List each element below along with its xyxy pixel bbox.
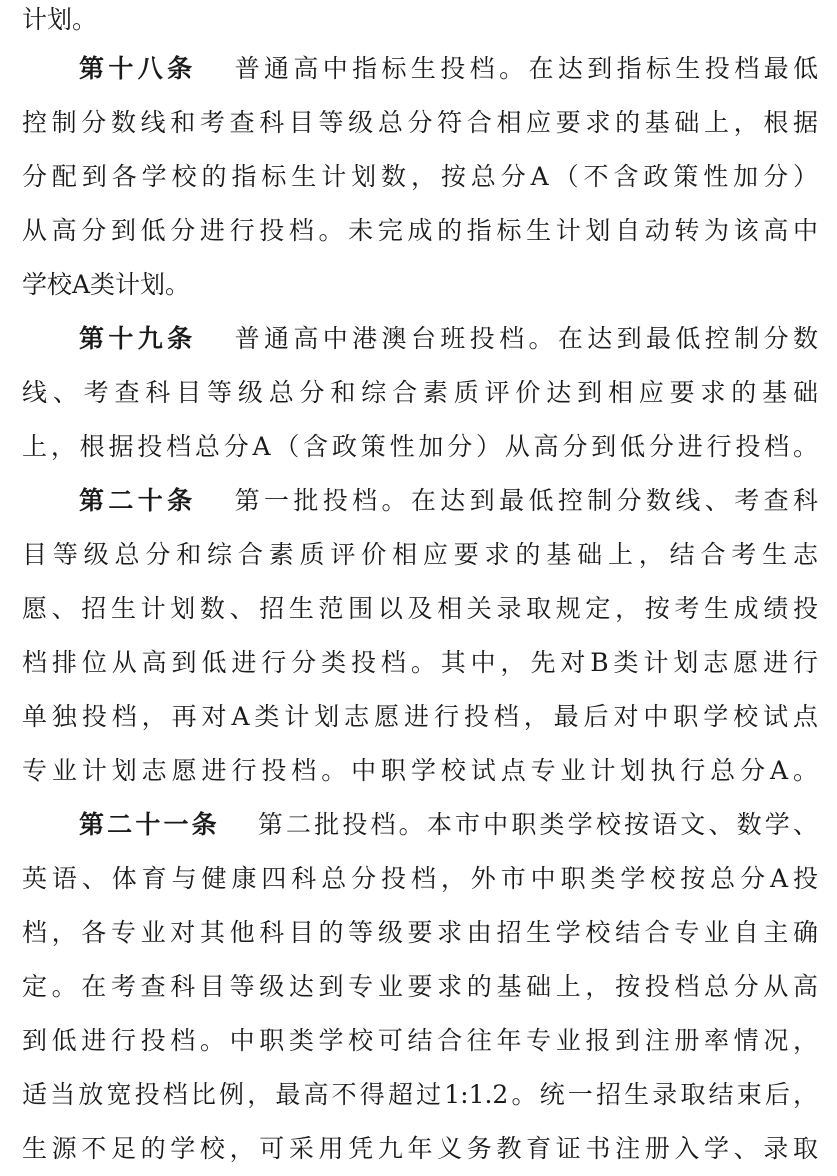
line-text: 从高分到低分进行投档。未完成的指标生计划自动转为该高中 xyxy=(22,216,818,245)
text-line xyxy=(22,744,818,798)
line-text: 愿、招生计划数、招生范围以及相关录取规定，按考生成绩投 xyxy=(22,594,818,623)
line-text: 适当放宽投档比例，最高不得超过1:1.2。统一招生录取结束后， xyxy=(22,1080,818,1109)
text-line xyxy=(22,258,818,312)
article-number: 第十八条 xyxy=(79,54,197,83)
text-line xyxy=(22,1014,818,1068)
text-line xyxy=(22,366,818,420)
text-line xyxy=(22,1122,818,1176)
line-text: 控制分数线和考查科目等级总分符合相应要求的基础上，根据 xyxy=(22,108,818,137)
text-line xyxy=(22,582,818,636)
line-text: 学校A类计划。 xyxy=(22,270,191,299)
text-line xyxy=(22,96,818,150)
line-text: 目等级总分和综合素质评价相应要求的基础上，结合考生志 xyxy=(22,540,818,569)
line-text: 定。在考查科目等级达到专业要求的基础上，按投档总分从高 xyxy=(22,972,818,1001)
text-line xyxy=(22,528,818,582)
text-line xyxy=(22,852,818,906)
text-line xyxy=(22,420,818,474)
text-line xyxy=(22,42,818,96)
line-text: 档排位从高到低进行分类投档。其中，先对B类计划志愿进行 xyxy=(22,648,818,677)
text-line xyxy=(22,906,818,960)
line-text: 第一批投档。在达到最低控制分数线、考查科 xyxy=(234,486,818,515)
text-line xyxy=(22,312,818,366)
line-text: 普通高中港澳台班投档。在达到最低控制分数 xyxy=(234,324,818,353)
line-text: 单独投档，再对A类计划志愿进行投档，最后对中职学校试点 xyxy=(22,702,818,731)
line-text: 线、考查科目等级总分和综合素质评价达到相应要求的基础 xyxy=(22,378,818,407)
line-text: 专业计划志愿进行投档。中职学校试点专业计划执行总分A。 xyxy=(22,756,818,785)
text-line xyxy=(22,204,818,258)
text-line xyxy=(22,150,818,204)
text-line xyxy=(22,690,818,744)
line-text: 计划。 xyxy=(22,5,98,34)
article-number: 第十九条 xyxy=(79,324,197,353)
line-text: 档，各专业对其他科目的等级要求由招生学校结合专业自主确 xyxy=(22,918,818,947)
article-number: 第二十一条 xyxy=(79,810,220,839)
line-text: 普通高中指标生投档。在达到指标生投档最低 xyxy=(234,54,818,83)
line-text: 生源不足的学校，可采用凭九年义务教育证书注册入学、录取 xyxy=(22,1134,818,1163)
article-number: 第二十条 xyxy=(79,486,197,515)
text-line xyxy=(22,0,818,42)
text-line xyxy=(22,798,818,852)
text-line xyxy=(22,960,818,1014)
document-page xyxy=(22,0,818,1176)
text-line xyxy=(22,636,818,690)
line-text: 第二批投档。本市中职类学校按语文、数学、 xyxy=(257,810,818,839)
text-line xyxy=(22,474,818,528)
line-text: 到低进行投档。中职类学校可结合往年专业报到注册率情况， xyxy=(22,1026,818,1055)
line-text: 分配到各学校的指标生计划数，按总分A（不含政策性加分） xyxy=(22,162,818,191)
text-line xyxy=(22,1068,818,1122)
line-text: 上，根据投档总分A（含政策性加分）从高分到低分进行投档。 xyxy=(22,432,818,461)
line-text: 英语、体育与健康四科总分投档，外市中职类学校按总分A投 xyxy=(22,864,818,893)
